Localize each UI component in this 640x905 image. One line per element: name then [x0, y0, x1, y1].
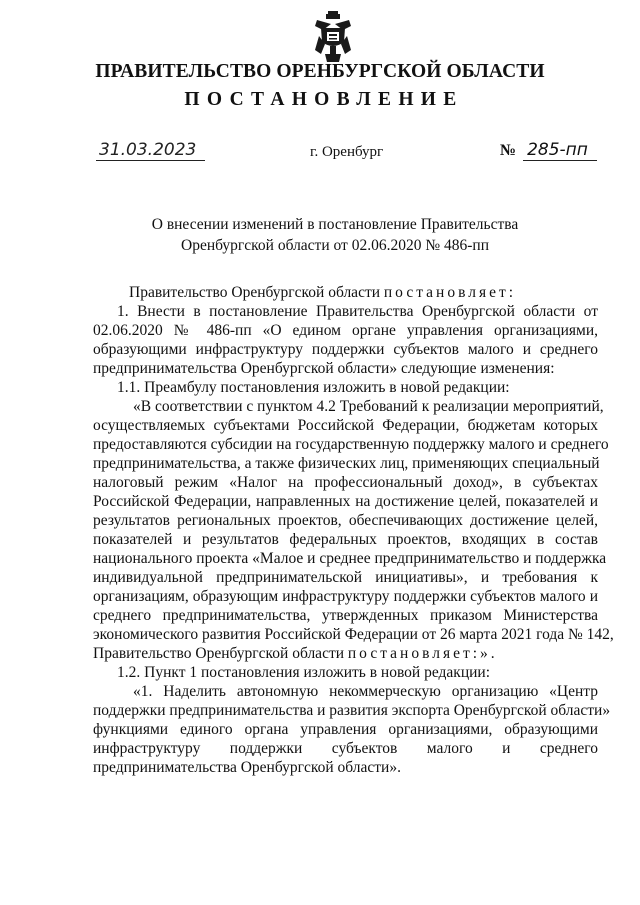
body-line: 1. Внести в постановление Правительства Оренбургской области от: [117, 303, 598, 320]
body-line: 1.1. Преамбулу постановления изложить в новой редакции:: [117, 379, 510, 396]
subject-line: Оренбургской области от 02.06.2020 № 486-пп: [181, 237, 489, 254]
body-line: организациям, образующим инфраструктуру поддержки субъектов малого и: [93, 588, 598, 605]
document-body: [93, 283, 614, 777]
body-line: показателей и результатов федеральных проектов, входящих в состав: [93, 531, 598, 548]
body-line: предпринимательства Оренбургской области» следующие изменения:: [93, 360, 555, 377]
body-line: 02.06.2020 № 486-пп «О едином органе управления организациями,: [93, 322, 598, 339]
body-line: результатов региональных проектов, обеспечивающих достижение целей,: [93, 512, 598, 529]
body-line: осуществляемых субъектами Российской Федерации, бюджетам которых: [93, 417, 598, 434]
subject-line: О внесении изменений в постановление Правительства: [151, 216, 519, 233]
body-line: образующими инфраструктуру поддержки субъектов малого и среднего: [93, 341, 598, 358]
body-line: предпринимательства, а также физических лиц, применяющих специальный: [93, 455, 600, 472]
body-line: «1. Наделить автономную некоммерческую организацию «Центр: [133, 683, 598, 700]
government-title: ПРАВИТЕЛЬСТВО ОРЕНБУРГСКОЙ ОБЛАСТИ: [95, 61, 545, 82]
body-line: 1.2. Пункт 1 постановления изложить в новой редакции:: [117, 664, 491, 681]
body-line: национального проекта «Малое и среднее предпринимательство и поддержка: [93, 550, 607, 567]
body-line: налоговый режим «Налог на профессиональный доход», в субъектах: [93, 474, 598, 491]
spaced-verb: постановляет:: [383, 284, 517, 301]
body-line: [93, 283, 598, 302]
body-line: среднего предпринимательства, утвержденных приказом Министерства: [93, 607, 598, 624]
document-type: ПОСТАНОВЛЕНИЕ: [184, 89, 464, 110]
body-line: индивидуальной предпринимательской инициативы», и требования к: [93, 569, 598, 586]
body-line: Российской Федерации, направленных на достижение целей, показателей и: [93, 493, 598, 510]
spaced-verb: постановляет:».: [347, 645, 498, 662]
document-number-field: [500, 140, 597, 161]
body-line: [93, 644, 598, 663]
body-line: функциями единого органа управления организациями, образующими: [93, 721, 598, 738]
body-line: «В соответствии с пунктом 4.2 Требований к реализации мероприятий,: [133, 398, 604, 415]
body-line: предпринимательства Оренбургской области».: [93, 759, 401, 776]
number-sign: №: [500, 142, 517, 159]
coat-of-arms-emblem: [313, 10, 353, 64]
document-city: г. Оренбург: [310, 144, 384, 160]
body-text: Правительство Оренбургской области: [93, 645, 345, 662]
document-number: 285-пп: [523, 140, 597, 161]
body-text: Правительство Оренбургской области: [129, 284, 381, 301]
document-date: 31.03.2023: [96, 140, 205, 161]
body-line: предоставляются субсидии на государственную поддержку малого и среднего: [93, 436, 609, 453]
body-line: инфраструктуру поддержки субъектов малого и среднего: [93, 740, 598, 757]
body-line: поддержки предпринимательства и развития экспорта Оренбургской области»: [93, 702, 611, 719]
body-line: экономического развития Российской Федерации от 26 марта 2021 года № 142,: [93, 626, 614, 643]
document-subject: [0, 214, 640, 256]
